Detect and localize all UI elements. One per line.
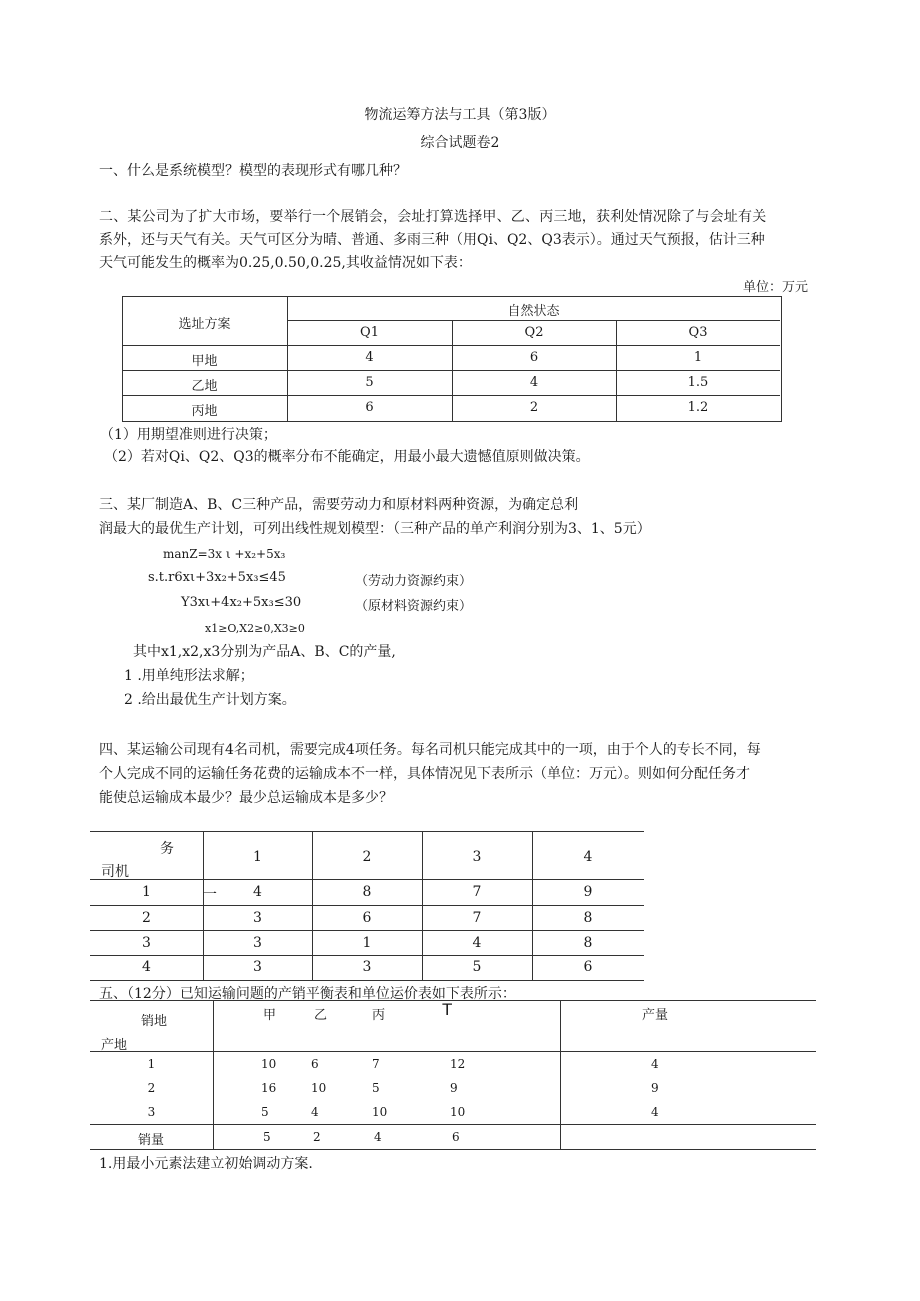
table-cell: 4 [365,350,374,365]
table-group-header: 自然状态 [507,304,560,319]
table-corner-top: 销地 [141,1014,168,1029]
objective-function: manZ=3x ι +x₂+5x₃ [163,547,286,561]
row-header: 2 [142,910,151,926]
question-5-line1: 五、（12分）已知运输问题的产销平衡表和单位运价表如下表所示： [99,986,516,1002]
table-cell: 7 [372,1057,380,1071]
question-2-line3: 天气可能发生的概率为0.25,0.50,0.25,其收益情况如下表： [99,255,472,271]
col-header: Q2 [524,325,544,340]
row-header: 甲地 [191,354,218,369]
table-cell: 1 [693,350,703,365]
demand-cell: 5 [263,1130,271,1144]
col-header: 丙 [372,1008,386,1023]
constraint-1: s.t.r6xι+3x₂+5x₃≤45 [148,570,286,585]
variable-definition: 其中x1,x2,x3分别为产品A、B、C的产量, [133,644,396,660]
question-2-line1: 二、某公司为了扩大市场，要举行一个展销会，会址打算选择甲、乙、丙三地，获利处情况除了与会址有关 [99,209,767,225]
col-header: 2 [362,849,372,865]
table-cell: 3 [253,959,262,975]
col-header: 4 [583,849,593,865]
table-cell: 5 [372,1081,380,1095]
question-3-line1: 三、某厂制造A、B、C三种产品，需要劳动力和原材料两种资源，为确定总利 [99,497,579,513]
demand-cell: 4 [374,1130,382,1144]
table-cell: 10 [450,1105,466,1119]
table-cell: 3 [253,910,262,926]
col-header: 乙 [314,1008,328,1023]
table-cell: 8 [583,935,593,951]
table-cell: 7 [472,884,482,900]
table-cell: 10 [311,1081,327,1095]
table-cell: 6 [362,910,372,926]
constraint-2: Y3xι+4x₂+5x₃≤30 [181,595,302,610]
table-corner-bottom: 司机 [101,864,129,880]
constraint-2-note: （原材料资源约束） [355,599,473,614]
nonnegativity: x1≥O,X2≥0,X3≥0 [205,622,305,635]
table-cell: 6 [529,350,539,365]
unit-label: 单位：万元 [743,280,809,295]
demand-cell: 2 [313,1130,321,1144]
col-header: T [442,1000,453,1019]
row-header: 丙地 [191,404,218,419]
table-cell: 4 [472,935,482,951]
row-header: 2 [147,1081,156,1095]
supply-header: 产量 [642,1008,669,1023]
table-cell: 2 [529,400,539,415]
question-3-line2: 润最大的最优生产计划，可列出线性规划模型：（三种产品的单产利润分别为3、1、5元） [99,521,651,537]
col-header: 甲 [263,1008,277,1023]
table-cell: 16 [261,1081,277,1095]
col-header: 3 [472,849,482,865]
table-cell: 6 [311,1057,319,1071]
q3-item-1: 1 .用单纯形法求解； [124,668,254,684]
table-cell: 8 [362,884,372,900]
question-1: 一、什么是系统模型？模型的表现形式有哪几种？ [99,163,407,179]
table-cell: 3 [362,959,372,975]
table-cell: 4 [253,884,262,900]
table-cell: 9 [450,1081,458,1095]
table-cell: 5 [261,1105,269,1119]
table-cell: 8 [583,910,593,926]
table-corner-top: 务 [160,841,174,857]
table-cell: 3 [253,935,262,951]
question-4-line3: 能使总运输成本最少？最少总运输成本是多少？ [99,790,393,806]
q5-item-1: 1.用最小元素法建立初始调动方案. [99,1156,313,1172]
table-cell: 4 [529,375,539,390]
doc-subtitle: 综合试题卷2 [420,135,500,151]
row-header: 1 [142,884,151,900]
table-cell: 1 [362,935,372,951]
table-cell: 5 [365,375,374,390]
table-cell: 5 [472,959,482,975]
demand-cell: 6 [452,1130,460,1144]
table-cell: 7 [472,910,482,926]
table-cell: 4 [311,1105,319,1119]
supply-cell: 9 [651,1081,659,1095]
q2-subquestion-1: （1）用期望准则进行决策； [100,427,277,443]
col-header: Q3 [688,325,708,340]
table-cell: 10 [372,1105,388,1119]
question-2-line2: 系外，还与天气有关。天气可区分为晴、普通、多雨三种（用Qi、Q2、Q3表示）。通过天气预报，估计三种 [99,232,765,248]
q3-item-2: 2 .给出最优生产计划方案。 [124,692,296,708]
table-cell: 6 [583,959,593,975]
table-cell: 10 [261,1057,277,1071]
table-cell: 1.5 [687,375,709,390]
col-header: 1 [253,849,262,865]
constraint-1-note: （劳动力资源约束） [355,574,473,589]
supply-cell: 4 [651,1105,659,1119]
table-cell: 12 [450,1057,466,1071]
doc-title: 物流运筹方法与工具（第3版） [364,107,556,123]
dash-mark: 一 [203,887,217,903]
col-header: Q1 [360,325,379,340]
table-cell: 1.2 [687,400,709,415]
table-corner-bottom: 产地 [101,1038,128,1053]
table-corner: 选址方案 [178,317,231,332]
row-header: 3 [142,935,151,951]
question-4-line2: 个人完成不同的运输任务花费的运输成本不一样，具体情况见下表所示（单位：万元）。则如何分配任务才 [99,766,750,782]
demand-label: 销量 [138,1133,165,1148]
table-cell: 9 [583,884,593,900]
row-header: 3 [147,1105,156,1119]
row-header: 乙地 [191,379,218,394]
supply-cell: 4 [651,1057,659,1071]
table-cell: 6 [365,400,374,415]
row-header: 4 [142,959,151,975]
question-4-line1: 四、某运输公司现有4名司机，需要完成4项任务。每名司机只能完成其中的一项，由于个人的专长不同，每 [99,742,761,758]
q2-subquestion-2: （2）若对Qi、Q2、Q3的概率分布不能确定，用最小最大遗憾值原则做决策。 [104,449,590,465]
row-header: 1 [147,1057,156,1071]
